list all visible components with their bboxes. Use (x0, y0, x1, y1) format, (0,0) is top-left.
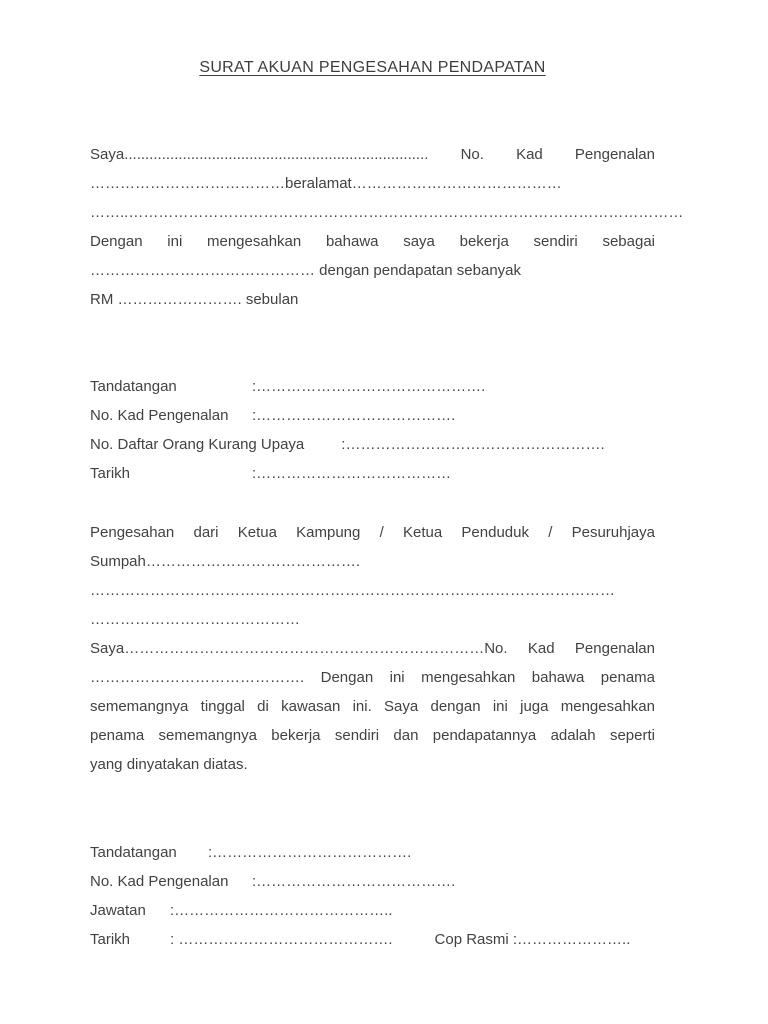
paragraph-line: Dengan ini mengesahkan bahawa saya bekerja sendiri sebagai (90, 233, 655, 250)
dotted-value: : ……………………………………. (170, 931, 393, 948)
paragraph-line: …………………………………… (90, 611, 300, 628)
signature-row (90, 401, 655, 430)
dotted-value: :…………………………………. (252, 407, 456, 424)
paragraph-line: Pengesahan dari Ketua Kampung / Ketua Penduduk / Pesuruhjaya (90, 524, 655, 541)
field-label: No. Kad Pengenalan (90, 407, 229, 424)
paragraph-line: penama sememangnya bekerja sendiri dan pendapatannya adalah seperti (90, 727, 655, 744)
dotted-value: :………………………………………. (252, 378, 486, 395)
paragraph-line: ……………………………………. Dengan ini mengesahkan bahawa penama (90, 669, 655, 686)
field-label: Tarikh (90, 931, 131, 948)
field-label: Tandatangan (90, 378, 177, 395)
applicant-signature-block (90, 372, 655, 488)
paragraph-line: yang dinyatakan diatas. (90, 756, 248, 773)
declaration-paragraph (90, 140, 684, 314)
endorsement-paragraph (90, 518, 655, 779)
cop-rasmi-field: Cop Rasmi :………………….. (434, 931, 631, 948)
paragraph-line: RM ……………………. sebulan (90, 291, 299, 308)
paragraph-line: sememangnya tinggal di kawasan ini. Saya dengan ini juga mengesahkan (90, 698, 655, 715)
document-title: SURAT AKUAN PENGESAHAN PENDAPATAN (199, 59, 546, 76)
signature-row (90, 430, 655, 459)
field-label: Tarikh (90, 465, 131, 482)
signature-row (90, 838, 655, 867)
dotted-value: :…………………………………….. (170, 902, 393, 919)
signature-row (90, 896, 655, 925)
dotted-value: :…………………………………. (252, 873, 456, 890)
paragraph-line: Saya………………………………………………………………No. Kad Pengenalan (90, 640, 655, 657)
field-label: No. Daftar Orang Kurang Upaya (90, 436, 305, 453)
signature-row (90, 925, 655, 954)
paragraph-line: Saya......................................................................... No. Kad Pengenalan (90, 146, 655, 163)
signature-row (90, 372, 655, 401)
paragraph-line: Sumpah……………………………………. (90, 553, 361, 570)
signature-row (90, 459, 655, 488)
signature-row (90, 867, 655, 896)
dotted-value: :……………………………………………. (341, 436, 605, 453)
dotted-value: :………………………………… (252, 465, 452, 482)
paragraph-line: ……..………………………………………………………………………………………………… (90, 204, 684, 221)
dotted-value: :…………………………………. (208, 844, 412, 861)
field-label: No. Kad Pengenalan (90, 873, 229, 890)
paragraph-line: ……………………………………… dengan pendapatan sebanyak (90, 262, 522, 279)
paragraph-line: …………………………………beralamat…………………………………… (90, 175, 562, 192)
field-label: Tandatangan (90, 844, 177, 861)
paragraph-line: …………………………………………………………………………………………… (90, 582, 615, 599)
field-label: Jawatan (90, 902, 146, 919)
endorser-signature-block (90, 838, 655, 954)
